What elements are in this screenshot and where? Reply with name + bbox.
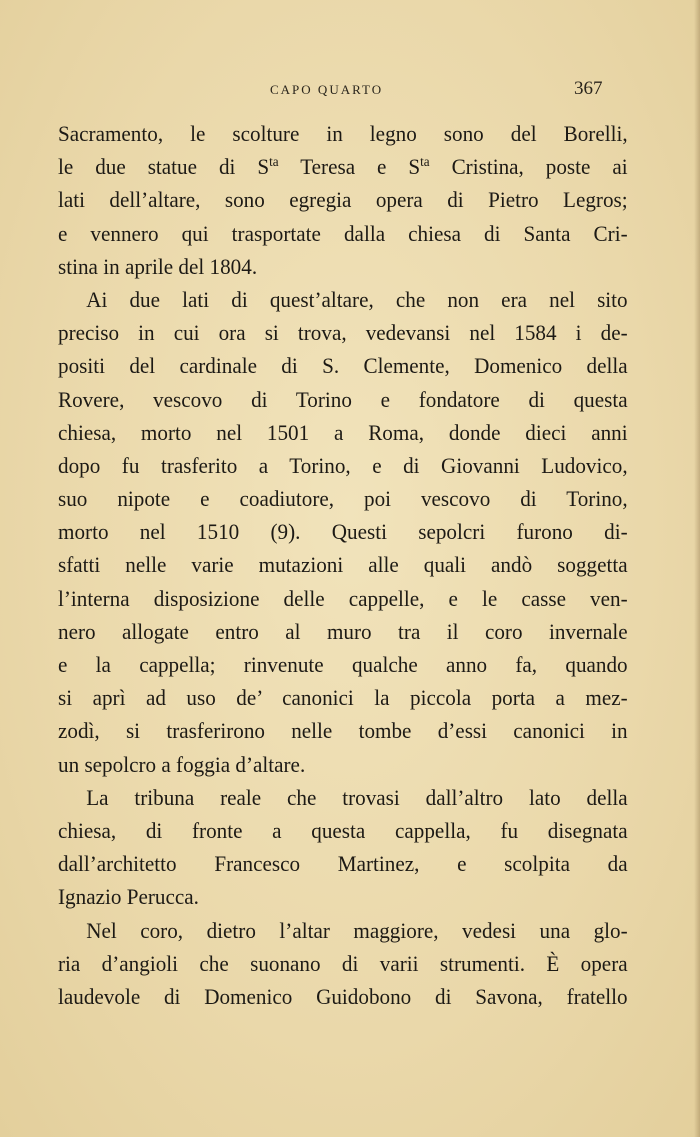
text-line: e vennero qui trasportate dalla chiesa di Santa Cri- — [58, 220, 628, 246]
text-line: chiesa, di fronte a questa cappella, fu disegnata — [58, 817, 628, 843]
text-line: e la cappella; rinvenute qualche anno fa, quando — [58, 652, 628, 677]
text-line: zodì, si trasferirono nelle tombe d’essi canonici in — [58, 718, 628, 744]
text-line: Rovere, vescovo di Torino e fondatore di questa — [58, 386, 628, 412]
text-span: Teresa e S — [278, 154, 421, 180]
page-edge-shadow — [694, 0, 700, 1137]
superscript: ta — [269, 155, 279, 171]
text-line: morto nel 1510 (9). Questi sepolcri furono di- — [58, 519, 628, 545]
text-line: Ignazio Perucca. — [58, 884, 199, 910]
text-line: Ai due lati di quest’altare, che non era nel sito — [86, 286, 628, 312]
running-head — [0, 78, 700, 102]
text-line: La tribuna reale che trovasi dall’altro lato della — [86, 784, 628, 810]
running-title: CAPO QUARTO — [270, 82, 384, 97]
text-line: un sepolcro a foggia d’altare. — [58, 751, 306, 777]
text-line: dopo fu trasferito a Torino, e di Giovanni Ludovico, — [58, 452, 628, 478]
text-line: suo nipote e coadiutore, poi vescovo di Torino, — [58, 486, 628, 512]
text-line: sfatti nelle varie mutazioni alle quali andò soggetta — [58, 552, 628, 578]
text-line: lati dell’altare, sono egregia opera di Pietro Legros; — [58, 187, 628, 213]
text-line: preciso in cui ora si trova, vedevansi nel 1584 i de- — [58, 320, 628, 346]
text-line: chiesa, morto nel 1501 a Roma, donde dieci anni — [58, 419, 628, 445]
text-line — [58, 150, 628, 183]
text-line: Sacramento, le scolture in legno sono del Borelli, — [58, 121, 628, 146]
text-span: Cristina, poste ai — [429, 154, 628, 180]
text-line: ria d’angioli che suonano di varii strumenti. È opera — [58, 950, 628, 976]
text-line: l’interna disposizione delle cappelle, e le casse ven- — [58, 585, 628, 611]
text-line: dall’architetto Francesco Martinez, e scolpita da — [58, 851, 628, 877]
text-line: nero allogate entro al muro tra il coro invernale — [58, 618, 628, 644]
text-line: Nel coro, dietro l’altar maggiore, vedesi una glo- — [86, 917, 628, 943]
superscript: ta — [420, 155, 430, 171]
text-line: si aprì ad uso de’ canonici la piccola porta a mez- — [58, 685, 628, 711]
page-number: 367 — [574, 78, 603, 99]
text-span: le due statue di S — [58, 154, 270, 180]
text-line: positi del cardinale di S. Clemente, Domenico della — [58, 353, 628, 379]
body-text — [58, 117, 628, 1013]
text-line: laudevole di Domenico Guidobono di Savona, fratello — [58, 983, 628, 1009]
text-line: stina in aprile del 1804. — [58, 253, 258, 279]
